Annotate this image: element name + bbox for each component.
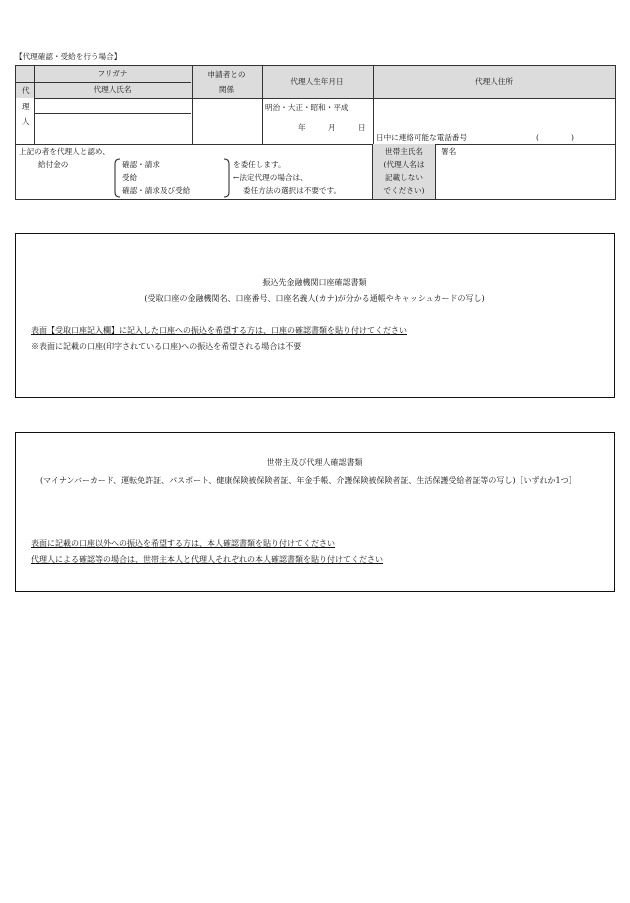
- furigana-label: フリガナ: [97, 69, 128, 78]
- option-confirm-request[interactable]: 確認・請求: [122, 160, 160, 169]
- side-label-2: 理: [22, 102, 30, 111]
- id-box-list: (マイナンバーカード、運転免許証、パスポート、健康保険被保険者証、年金手帳、介護保険被保険者証、生活保護受給者証等の写し)［いずれか1つ］: [40, 476, 577, 485]
- era-options[interactable]: 明治・大正・昭和・平成: [265, 103, 349, 112]
- left-brace-icon: [113, 158, 121, 198]
- id-box-instruction-2: 代理人による確認等の場合は、世帯主本人と代理人それぞれの本人確認書類を貼り付けてください: [31, 555, 383, 564]
- agent-table: [15, 65, 616, 145]
- bank-box-title: 振込先金融機関口座確認書類: [262, 278, 367, 287]
- address-field[interactable]: [376, 100, 612, 128]
- bank-box-note: ※表面に記載の口座(印字されている口座)への振込を希望される場合は不要: [31, 342, 302, 351]
- phone-field[interactable]: [542, 132, 569, 143]
- right-brace-icon: [223, 158, 231, 198]
- option-receive[interactable]: 受給: [122, 173, 138, 182]
- relation-label-1: 申請者との: [207, 70, 246, 79]
- relation-field[interactable]: [194, 100, 259, 142]
- householder-label-3: 記載しない: [385, 173, 423, 182]
- signature-field[interactable]: [440, 160, 612, 196]
- householder-label-2: (代理人名は: [383, 160, 425, 169]
- furigana-field[interactable]: [36, 100, 189, 112]
- name-label: 代理人氏名: [93, 85, 132, 94]
- year-label: 年: [298, 123, 306, 132]
- id-box-title: 世帯主及び代理人確認書類: [266, 458, 363, 467]
- delegation-line1: 上記の者を代理人と認め、: [19, 147, 110, 156]
- legal-note-2: 委任方法の選択は不要です。: [243, 186, 342, 195]
- relation-label-2: 関係: [218, 85, 235, 94]
- delegation-row: [15, 144, 616, 200]
- side-label-1: 代: [22, 86, 30, 95]
- agent-name-field[interactable]: [36, 115, 189, 143]
- birthdate-label: 代理人生年月日: [290, 77, 344, 86]
- phone-open-paren: (: [536, 133, 539, 142]
- side-label-3: 人: [22, 117, 30, 126]
- bank-box-subtitle: (受取口座の金融機関名、口座番号、口座名義人(カナ)が分かる通帳やキャッシュカードの写し): [144, 294, 485, 303]
- signature-label: 署名: [441, 147, 457, 156]
- day-label: 日: [358, 123, 366, 132]
- phone-label: 日中に連絡可能な電話番号: [376, 133, 468, 142]
- section-title: 【代理確認・受給を行う場合】: [15, 52, 122, 61]
- phone-close-paren: ): [571, 133, 574, 142]
- id-document-box[interactable]: [15, 432, 615, 592]
- householder-label-1: 世帯主氏名: [385, 147, 423, 156]
- benefit-label: 給付金の: [38, 160, 69, 169]
- delegate-text: を委任します。: [233, 160, 286, 169]
- address-label: 代理人住所: [475, 77, 513, 86]
- legal-note-1: ←法定代理の場合は、: [233, 173, 308, 182]
- householder-label-cell: [372, 144, 436, 199]
- month-label: 月: [328, 123, 336, 132]
- householder-label-4: でください): [383, 186, 425, 195]
- id-box-instruction-1: 表面に記載の口座以外への振込を希望する方は、本人確認書類を貼り付けてください: [31, 539, 335, 548]
- bank-document-box[interactable]: [15, 233, 615, 398]
- bank-box-instruction: 表面【受取口座記入欄】に記入した口座への振込を希望する方は、口座の確認書類を貼り付けてください: [31, 326, 407, 335]
- option-both[interactable]: 確認・請求及び受給: [122, 186, 191, 195]
